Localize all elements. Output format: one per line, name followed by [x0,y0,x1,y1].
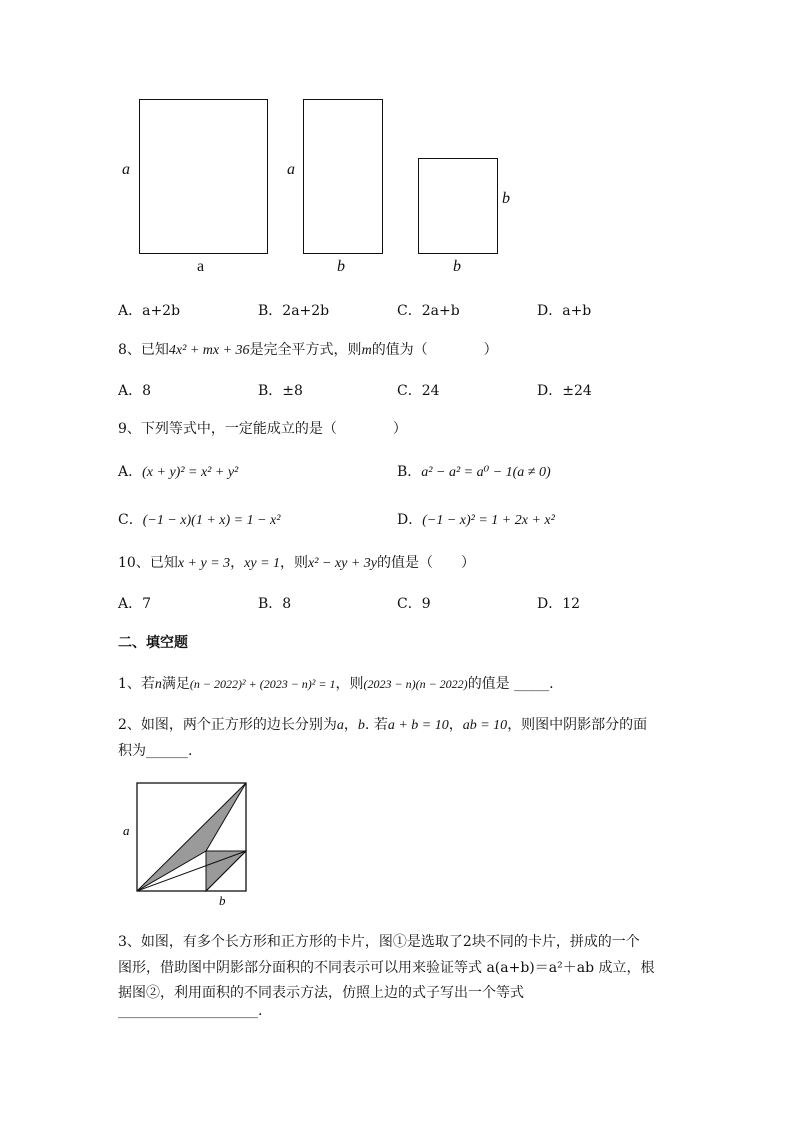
fill2-var-a: a [336,718,344,733]
q8-suffix: 的值为（ ） [371,342,498,358]
q8-prefix: 8、已知 [118,342,169,358]
fill2-figure [120,775,260,910]
q8-middle: 是完全平方式，则 [249,342,362,358]
fill3-line3: 据图②，利用面积的不同表示方法，仿照上边的式子写出一个等式 [118,985,524,1001]
q7-option-d: D．a+b [537,303,592,319]
fill2-var-b: b [357,718,365,733]
fill2-line2: 积为______. [118,743,193,759]
rect-ab [303,99,383,254]
fill3-line2: 图形，借助图中阴影部分面积的不同表示可以用来验证等式 a(a+b)＝a²＋ab 成立，根 [118,960,655,976]
fill1-middle: 满足 [161,676,190,692]
q7-option-a: A．a+2b [118,303,181,319]
q10-expr1: x + y = 3 [177,556,231,571]
square-a [139,99,268,254]
fill2-figure-label-a: a [123,823,130,838]
q9-stem: 9、下列等式中，一定能成立的是（ ） [118,421,407,437]
fill1-var: n [154,677,162,692]
q10-stem [118,552,475,572]
fill2-line1 [118,714,647,734]
q10-expr3: x² − xy + 3y [308,556,377,571]
q9-option-c-letter: C． [118,512,143,528]
q7-option-b: B．2a+2b [258,303,330,319]
q10-option-c: C．9 [397,596,431,612]
square-a-bottom-label: a [197,258,205,275]
square-b-right-label: b [502,190,510,207]
fill2-comma: ， [343,717,358,733]
q9-option-d-letter: D． [397,512,423,528]
fill2-expr2: ab = 10 [462,718,508,733]
fill2-line1-suffix: ，则图中阴影部分的面 [507,717,648,733]
q10-option-a: A．7 [118,596,152,612]
q10-middle: ，则 [280,555,309,571]
q9-option-a-expr: (x + y)² = x² + y² [142,465,239,480]
q10-suffix: 的值是（ ） [376,555,475,571]
q8-option-a: A．8 [118,383,152,399]
q8-expr: 4x² + mx + 36 [168,343,250,358]
q9-option-b [397,461,551,481]
fill1-expr2: (2023 − n)(n − 2022) [363,677,468,691]
fill2-expr1: a + b = 10 [387,718,449,733]
fill1-middle2: ，则 [335,676,364,692]
fill2-figure-label-b: b [219,893,226,908]
rect-ab-left-label: a [287,161,295,178]
q10-expr2: xy = 1 [244,556,281,571]
q8-var: m [361,343,372,358]
q9-option-a [118,461,238,481]
q8-option-c: C．24 [397,383,440,399]
q8-option-b: B．±8 [258,383,303,399]
square-b [418,158,498,254]
q9-option-d [397,509,555,529]
fill3-line1: 3、如图，有多个长方形和正方形的卡片，图①是选取了2块不同的卡片，拼成的一个 [118,934,640,950]
q9-option-b-letter: B． [397,464,422,480]
q7-option-c: C．2a+b [397,303,460,319]
q8-stem [118,339,498,359]
square-b-bottom-label: b [453,258,461,275]
section2-title: 二、填空题 [118,635,188,651]
fill1-stem [118,673,554,693]
q9-option-a-letter: A． [118,464,143,480]
fill1-suffix: 的值是 _____. [467,676,554,692]
fill2-dot-if: . 若 [364,717,388,733]
square-a-left-label: a [122,161,130,178]
fill2-sep: ， [448,717,463,733]
q8-option-d: D．±24 [537,383,592,399]
fill2-line1-prefix: 2、如图，两个正方形的边长分别为 [118,717,337,733]
fill1-expr1: (n − 2022)² + (2023 − n)² = 1 [189,677,336,691]
fill3-blank: ____________________. [118,1003,263,1019]
rect-ab-bottom-label: b [337,258,345,275]
q9-option-d-expr: (−1 − x)² = 1 + 2x + x² [422,513,555,528]
q9-option-b-expr: a² − a² = a⁰ − 1(a ≠ 0) [421,465,551,480]
q10-sep: ， [230,555,245,571]
q10-option-d: D．12 [537,596,581,612]
q10-prefix: 10、已知 [118,555,178,571]
fill1-prefix: 1、若 [118,676,155,692]
q9-option-c-expr: (−1 − x)(1 + x) = 1 − x² [142,513,281,528]
q9-option-c [118,509,280,529]
shaded-triangle-large [137,783,246,891]
q10-option-b: B．8 [258,596,292,612]
